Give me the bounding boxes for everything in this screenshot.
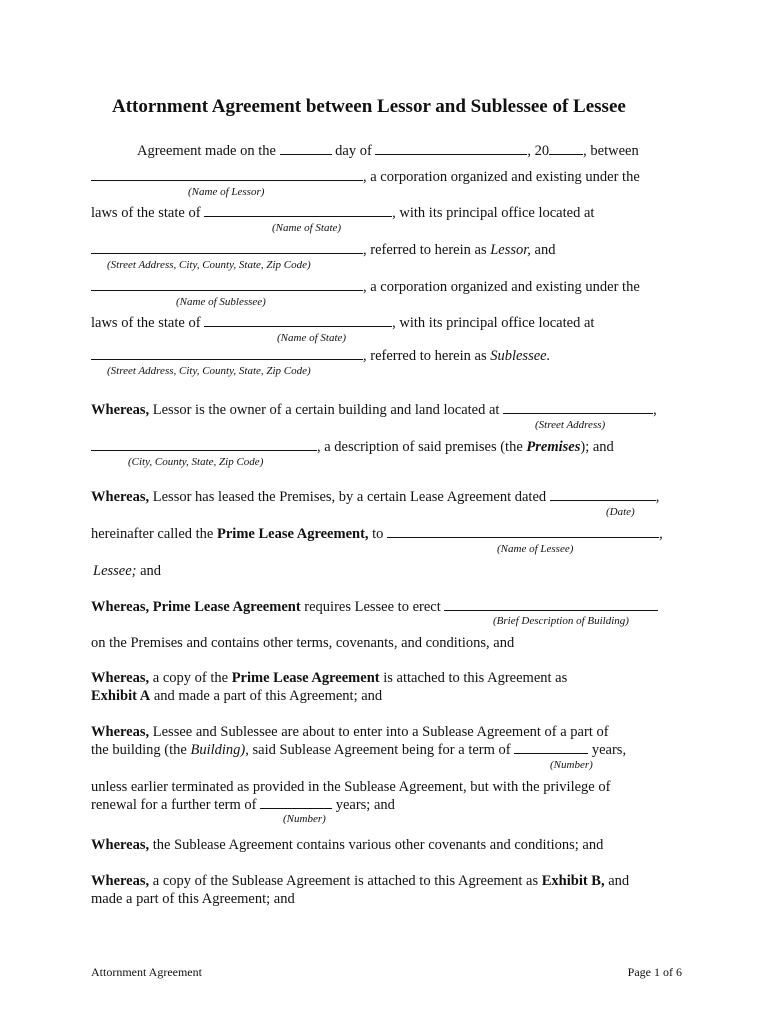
city-caption: (City, County, State, Zip Code)	[128, 456, 264, 468]
whereas-5-line-2: the building (the Building), said Sublease Agreement being for a term of years,	[91, 742, 627, 758]
sublessee-name-line: , a corporation organized and existing under the	[91, 278, 640, 296]
renewal-number-caption: (Number)	[283, 813, 326, 825]
whereas-5-line-3: unless earlier terminated as provided in the Sublease Agreement, but with the privilege of	[91, 779, 611, 795]
whereas-7-line: Whereas, a copy of the Sublease Agreement is attached to this Agreement as Exhibit B, and	[91, 873, 630, 889]
year-blank[interactable]	[549, 142, 583, 155]
building-description-blank[interactable]	[444, 598, 658, 611]
lessor-name-blank[interactable]	[91, 168, 363, 181]
lessor-address-blank[interactable]	[91, 241, 363, 254]
lessor-address-line: , referred to herein as Lessor, and	[91, 241, 555, 259]
whereas-2-lessee-line: hereinafter called the Prime Lease Agreement, to ,	[91, 526, 663, 542]
lessor-name-line: , a corporation organized and existing under the	[91, 168, 640, 186]
lessor-state-caption: (Name of State)	[272, 222, 342, 234]
page-number: Page 1 of 6	[627, 965, 682, 979]
street-address-blank[interactable]	[503, 401, 653, 414]
whereas-2-line: Whereas, Lessor has leased the Premises, by a certain Lease Agreement dated ,	[91, 489, 660, 505]
sublessee-address-line: , referred to herein as Sublessee.	[91, 347, 550, 365]
street-address-caption: (Street Address)	[535, 419, 606, 431]
whereas-1-line: Whereas, Lessor is the owner of a certain building and land located at ,	[91, 402, 657, 418]
whereas-4-line-2: Exhibit A and made a part of this Agreement; and	[91, 688, 383, 704]
lease-date-blank[interactable]	[550, 488, 656, 501]
day-blank[interactable]	[280, 142, 332, 155]
whereas-1-city-line: , a description of said premises (the Premises); and	[91, 438, 614, 456]
date-caption: (Date)	[606, 506, 635, 518]
month-blank[interactable]	[375, 142, 527, 155]
building-description-caption: (Brief Description of Building)	[493, 615, 629, 627]
whereas-4-line: Whereas, a copy of the Prime Lease Agreement is attached to this Agreement as	[91, 670, 568, 686]
sublessee-state-blank[interactable]	[204, 314, 392, 327]
whereas-5-line-4: renewal for a further term of years; and	[91, 797, 395, 813]
sublessee-state-line: laws of the state of , with its principal office located at	[91, 315, 595, 331]
document-title: Attornment Agreement between Lessor and Sublessee of Lessee	[112, 96, 626, 117]
whereas-5-line: Whereas, Lessee and Sublessee are about to enter into a Sublease Agreement of a part of	[91, 724, 609, 740]
city-blank[interactable]	[91, 438, 317, 451]
lessee-name-blank[interactable]	[387, 525, 659, 538]
sublessee-state-caption: (Name of State)	[277, 332, 347, 344]
whereas-7-line-2: made a part of this Agreement; and	[91, 891, 295, 907]
lessor-name-caption: (Name of Lessor)	[188, 186, 265, 198]
lessee-line: Lessee; and	[93, 563, 162, 579]
sublessee-name-caption: (Name of Sublessee)	[176, 296, 266, 308]
whereas-3-line-2: on the Premises and contains other terms, covenants, and conditions, and	[91, 635, 515, 651]
whereas-6-line: Whereas, the Sublease Agreement contains various other covenants and conditions; and	[91, 837, 604, 853]
footer-title: Attornment Agreement	[91, 965, 202, 979]
sublessee-address-blank[interactable]	[91, 347, 363, 360]
sublessee-name-blank[interactable]	[91, 278, 363, 291]
term-number-caption: (Number)	[550, 759, 593, 771]
term-years-blank[interactable]	[514, 741, 588, 754]
lessee-name-caption: (Name of Lessee)	[497, 543, 574, 555]
sublessee-address-caption: (Street Address, City, County, State, Zip Code)	[107, 365, 311, 377]
lessor-address-caption: (Street Address, City, County, State, Zip Code)	[107, 259, 311, 271]
lessor-state-blank[interactable]	[204, 204, 392, 217]
whereas-3-line: Whereas, Prime Lease Agreement requires Lessee to erect	[91, 598, 658, 616]
renewal-years-blank[interactable]	[260, 796, 332, 809]
lessor-state-line: laws of the state of , with its principal office located at	[91, 205, 595, 221]
intro-line: Agreement made on the day of , 20 , between	[137, 143, 639, 159]
